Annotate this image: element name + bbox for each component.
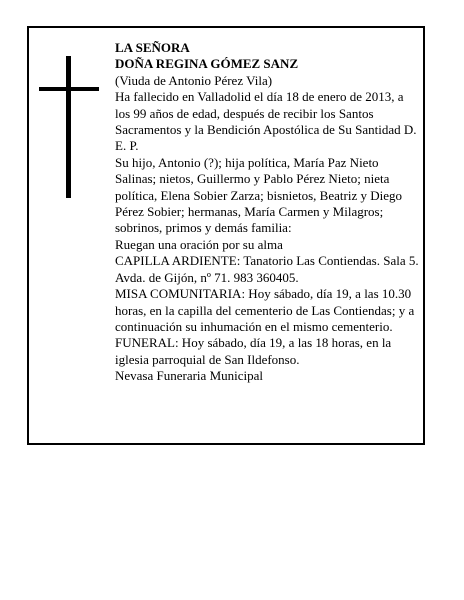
chapel-info: CAPILLA ARDIENTE: Tanatorio Las Contiendas. Sala 5. Avda. de Gijón, nº 71. 983 360405.: [115, 253, 419, 285]
title-line: LA SEÑORA: [115, 40, 190, 55]
mass-and-funeral-info: MISA COMUNITARIA: Hoy sábado, día 19, a las 10.30 horas, en la capilla del cementerio de Las Contiendas; y a continuación su inhumación en el mismo cementerio. FUNERAL: Hoy sábado, día 19, a las 18 horas, en la iglesia parroquial de San Ildefonso.: [115, 286, 415, 367]
deceased-name: DOÑA REGINA GÓMEZ SANZ: [115, 56, 299, 72]
widow-of-line: (Viuda de Antonio Pérez Vila): [115, 72, 273, 88]
death-announcement: Ha fallecido en Valladolid el día 18 de enero de 2013, a los 99 años de edad, después de recibir los Santos Sacramentos y la Bendición Apostólica de Su Santidad D. E. P.: [115, 89, 417, 154]
obituary-notice: [27, 26, 425, 445]
funeral-home: Nevasa Funeraria Municipal: [115, 368, 264, 384]
cross-horizontal-bar: [39, 87, 99, 91]
cross-vertical-bar: [66, 56, 71, 198]
family-list: Su hijo, Antonio (?); hija política, María Paz Nieto Salinas; nietos, Guillermo y Pablo Pérez Nieto; nieta política, Elena Sobier Zarza; bisnietos, Beatriz y Diego Pérez Sobier; hermanas, María Carmen y Milagros; sobrinos, primos y demás familia:: [115, 154, 402, 236]
notice-text: [115, 40, 421, 385]
cross-icon: [39, 56, 99, 198]
prayer-request: Ruegan una oración por su alma: [115, 236, 283, 252]
